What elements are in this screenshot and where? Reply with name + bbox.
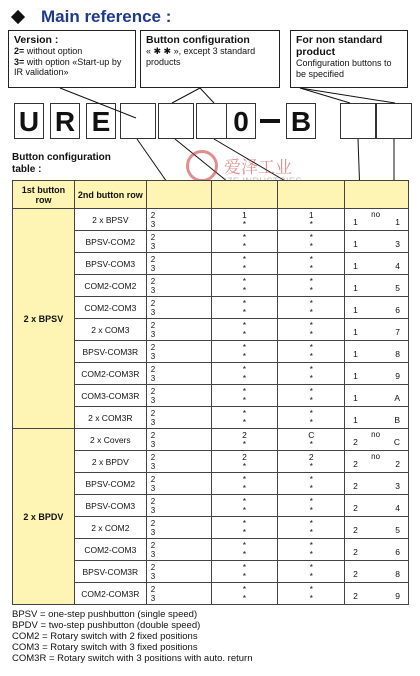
symbol-value: * <box>309 438 313 449</box>
config-leader-2 <box>200 88 214 103</box>
version-heading: Version : <box>14 34 59 46</box>
legend-line: COM2 = Rotary switch with 2 fixed positions <box>12 631 198 642</box>
symbol-value: * <box>242 253 247 264</box>
header-blank-1 <box>146 181 211 209</box>
version-value: 3 <box>150 241 156 251</box>
symbol-value: * <box>242 517 247 528</box>
version-value: 3 <box>150 505 156 515</box>
config-leader-1 <box>172 88 200 103</box>
symbol-value: * <box>242 561 247 572</box>
no-label: no <box>371 430 381 439</box>
symbol-value: * <box>309 284 313 295</box>
symbol-value: * <box>242 306 247 317</box>
version-code-3: 3= <box>14 56 25 67</box>
symbol-value: * <box>242 284 247 295</box>
header-blank-2 <box>211 181 278 209</box>
symbol-value: * <box>242 231 247 242</box>
version-value: 2 <box>150 496 156 506</box>
table-header-row <box>13 181 409 209</box>
code-digit: 1 <box>353 305 358 315</box>
row-s1 <box>211 539 278 561</box>
row-s2 <box>278 473 345 495</box>
row-code <box>345 363 409 385</box>
row-name: BPSV-COM2 <box>74 473 146 495</box>
symbol-value: * <box>309 341 313 352</box>
symbol-value: * <box>309 517 313 528</box>
legend-line: BPSV = one-step pushbutton (single speed) <box>12 609 198 620</box>
row-s2 <box>278 561 345 583</box>
code-char: B <box>394 415 400 425</box>
row-s1 <box>211 319 278 341</box>
version-value: 3 <box>150 395 156 405</box>
reference-letter-0: U <box>14 103 44 139</box>
row-s2 <box>278 407 345 429</box>
version-value: 3 <box>150 263 156 273</box>
symbol-value: * <box>309 262 313 273</box>
symbol-value: * <box>309 306 313 317</box>
symbol-value: * <box>309 473 313 484</box>
row-s1 <box>211 341 278 363</box>
version-value: 2 <box>150 584 156 594</box>
version-text-3: with option «Start-up by IR validation» <box>14 56 122 77</box>
no-label: no <box>371 210 381 219</box>
symbol-value: * <box>309 561 313 572</box>
row-version <box>146 561 211 583</box>
symbol-value: * <box>242 526 247 537</box>
configuration-table <box>12 180 409 605</box>
symbol-value: * <box>242 328 247 339</box>
symbol-value: * <box>242 482 247 493</box>
row-version <box>146 363 211 385</box>
row-version <box>146 319 211 341</box>
row-version <box>146 451 211 473</box>
row-s1 <box>211 275 278 297</box>
version-value: 3 <box>150 219 156 229</box>
row-code <box>345 495 409 517</box>
row-s1 <box>211 209 278 231</box>
nonstd-leader-2 <box>300 88 395 103</box>
version-value: 2 <box>150 562 156 572</box>
version-value: 3 <box>150 351 156 361</box>
row-s2 <box>278 297 345 319</box>
code-char: 4 <box>395 503 400 513</box>
symbol-value: * <box>242 548 247 559</box>
version-value: 3 <box>150 593 156 603</box>
code-digit: 1 <box>353 371 358 381</box>
code-char: 9 <box>395 371 400 381</box>
code-char: 4 <box>395 261 400 271</box>
version-code-2: 2= <box>14 46 25 56</box>
version-value: 3 <box>150 483 156 493</box>
symbol-value: * <box>309 275 313 286</box>
symbol-value: * <box>309 526 313 537</box>
symbol-value: * <box>309 253 313 264</box>
symbol-value: 1 <box>308 209 314 220</box>
row-s1 <box>211 297 278 319</box>
version-value: 3 <box>150 373 156 383</box>
symbol-value: * <box>309 328 313 339</box>
row-version <box>146 539 211 561</box>
row-name: BPSV-COM2 <box>74 231 146 253</box>
row-code <box>345 253 409 275</box>
symbol-value: * <box>309 495 313 506</box>
version-value: 2 <box>150 320 156 330</box>
code-digit: 1 <box>353 283 358 293</box>
row-name: COM2-COM3R <box>74 363 146 385</box>
row-code <box>345 583 409 605</box>
row-name: BPSV-COM3 <box>74 495 146 517</box>
row-version <box>146 253 211 275</box>
version-value: 2 <box>150 430 156 440</box>
symbol-value: * <box>242 416 247 427</box>
row-version <box>146 231 211 253</box>
row-s2 <box>278 583 345 605</box>
symbol-value: * <box>242 592 247 603</box>
row-s2 <box>278 517 345 539</box>
row-s2 <box>278 231 345 253</box>
code-digit: 2 <box>353 503 358 513</box>
code-char: C <box>393 437 400 447</box>
legend-line: COM3R = Rotary switch with 3 positions with auto. return <box>12 653 253 664</box>
code-digit: 1 <box>353 415 358 425</box>
symbol-value: * <box>242 341 247 352</box>
row-s2 <box>278 363 345 385</box>
code-char: 8 <box>395 569 400 579</box>
row-s1 <box>211 429 278 451</box>
code-digit: 2 <box>353 437 358 447</box>
reference-letter-7: B <box>286 103 316 139</box>
symbol-value: * <box>242 363 247 374</box>
row-s2 <box>278 539 345 561</box>
code-digit: 2 <box>353 525 358 535</box>
row-s1 <box>211 473 278 495</box>
symbol-value: * <box>242 570 247 581</box>
row-s2 <box>278 385 345 407</box>
row-name: COM2-COM3 <box>74 539 146 561</box>
symbol-value: * <box>309 319 313 330</box>
header-1st-row: 1st button row <box>13 181 75 209</box>
symbol-value: * <box>242 240 247 251</box>
symbol-value: * <box>309 363 313 374</box>
symbol-value: 2 <box>242 429 247 440</box>
version-value: 3 <box>150 571 156 581</box>
code-digit: 2 <box>353 459 358 469</box>
config-text: « ✱ ✱ », except 3 standard products <box>146 46 256 67</box>
symbol-value: * <box>309 372 313 383</box>
row-name: BPSV-COM3R <box>74 561 146 583</box>
symbol-value: * <box>242 319 247 330</box>
row-version <box>146 517 211 539</box>
row-version <box>146 341 211 363</box>
version-value: 2 <box>150 386 156 396</box>
row-code <box>345 407 409 429</box>
version-value: 3 <box>150 307 156 317</box>
code-char: 1 <box>395 217 400 227</box>
symbol-value: * <box>309 240 313 251</box>
row-s2 <box>278 429 345 451</box>
group-label: 2 x BPDV <box>13 429 75 605</box>
symbol-value: * <box>242 218 247 229</box>
version-value: 2 <box>150 518 156 528</box>
symbol-value: * <box>242 262 247 273</box>
version-value: 2 <box>150 298 156 308</box>
code-digit: 1 <box>353 393 358 403</box>
row-code <box>345 429 409 451</box>
version-value: 3 <box>150 527 156 537</box>
symbol-value: * <box>309 504 313 515</box>
row-s2 <box>278 495 345 517</box>
legend-line: COM3 = Rotary switch with 3 fixed positions <box>12 642 198 653</box>
symbol-value: * <box>242 297 247 308</box>
row-name: COM3-COM3R <box>74 385 146 407</box>
code-char: 8 <box>395 349 400 359</box>
code-char: 7 <box>395 327 400 337</box>
symbol-value: * <box>309 385 313 396</box>
row-code <box>345 385 409 407</box>
page-title: Main reference : <box>41 7 172 26</box>
row-code <box>345 539 409 561</box>
row-version <box>146 473 211 495</box>
code-char: A <box>394 393 400 403</box>
symbol-value: * <box>309 394 313 405</box>
row-code <box>345 297 409 319</box>
row-s2 <box>278 275 345 297</box>
code-digit: 1 <box>353 217 358 227</box>
watermark-logo-icon <box>186 150 218 182</box>
code-digit: 1 <box>353 261 358 271</box>
nonstandard-heading: For non standard product <box>296 34 383 58</box>
symbol-value: * <box>242 539 247 550</box>
code-char: 9 <box>395 591 400 601</box>
nonstandard-text: Configuration buttons to be specified <box>296 58 392 79</box>
symbol-value: * <box>242 275 247 286</box>
row-name: 2 x Covers <box>74 429 146 451</box>
row-code <box>345 451 409 473</box>
row-name: 2 x COM2 <box>74 517 146 539</box>
symbol-value: * <box>309 350 313 361</box>
version-value: 3 <box>150 329 156 339</box>
row-code <box>345 231 409 253</box>
version-value: 2 <box>150 408 156 418</box>
symbol-value: * <box>242 394 247 405</box>
row-version <box>146 297 211 319</box>
row-s1 <box>211 583 278 605</box>
row-code <box>345 473 409 495</box>
row-s2 <box>278 451 345 473</box>
symbol-value: * <box>242 438 247 449</box>
row-version <box>146 429 211 451</box>
config-heading: Button configuration <box>146 34 250 46</box>
code-char: 6 <box>395 305 400 315</box>
code-digit: 2 <box>353 481 358 491</box>
legend-line: BPDV = two-step pushbutton (double speed) <box>12 620 201 631</box>
row-code <box>345 341 409 363</box>
code-digit: 1 <box>353 327 358 337</box>
row-name: BPSV-COM3R <box>74 341 146 363</box>
table-row <box>13 209 409 231</box>
code-digit: 2 <box>353 569 358 579</box>
version-value: 2 <box>150 210 156 220</box>
row-s1 <box>211 385 278 407</box>
symbol-value: * <box>309 548 313 559</box>
version-value: 2 <box>150 364 156 374</box>
row-version <box>146 385 211 407</box>
row-s2 <box>278 209 345 231</box>
symbol-value: * <box>309 583 313 594</box>
code-char: 3 <box>395 239 400 249</box>
symbol-value: C <box>308 429 315 440</box>
symbol-value: * <box>309 297 313 308</box>
version-value: 2 <box>150 452 156 462</box>
row-code <box>345 517 409 539</box>
symbol-value: * <box>309 570 313 581</box>
row-name: 2 x COM3R <box>74 407 146 429</box>
code-digit: 2 <box>353 547 358 557</box>
watermark-cn: 爱泽工业 <box>224 158 292 178</box>
symbol-value: * <box>242 407 247 418</box>
version-value: 3 <box>150 285 156 295</box>
row-s2 <box>278 253 345 275</box>
row-name: COM2-COM3 <box>74 297 146 319</box>
row-s2 <box>278 319 345 341</box>
symbol-value: * <box>309 539 313 550</box>
version-value: 2 <box>150 540 156 550</box>
version-leader <box>60 88 136 118</box>
symbol-value: * <box>309 218 313 229</box>
row-code <box>345 561 409 583</box>
row-name: 2 x COM3 <box>74 319 146 341</box>
row-code <box>345 275 409 297</box>
symbol-value: * <box>309 416 313 427</box>
symbol-value: * <box>242 473 247 484</box>
code-char: 5 <box>395 283 400 293</box>
table-row <box>13 429 409 451</box>
symbol-value: * <box>242 460 247 471</box>
row-s1 <box>211 231 278 253</box>
row-version <box>146 209 211 231</box>
group-label: 2 x BPSV <box>13 209 75 429</box>
code-digit: 2 <box>353 591 358 601</box>
symbol-value: * <box>309 460 313 471</box>
symbol-value: * <box>309 407 313 418</box>
row-version <box>146 407 211 429</box>
row-version <box>146 275 211 297</box>
code-char: 2 <box>395 459 400 469</box>
symbol-value: * <box>309 592 313 603</box>
version-value: 3 <box>150 439 156 449</box>
symbol-value: * <box>242 504 247 515</box>
symbol-value: 2 <box>242 451 247 462</box>
reference-letter-1: R <box>50 103 80 139</box>
row-version <box>146 583 211 605</box>
legend <box>12 609 253 664</box>
no-label: no <box>371 452 381 461</box>
row-name: COM2-COM2 <box>74 275 146 297</box>
version-text-2: without option <box>24 46 83 56</box>
row-s1 <box>211 407 278 429</box>
symbol-value: * <box>309 231 313 242</box>
header-blank-4 <box>345 181 409 209</box>
version-value: 2 <box>150 342 156 352</box>
row-s2 <box>278 341 345 363</box>
row-s1 <box>211 561 278 583</box>
code-digit: 1 <box>353 239 358 249</box>
version-value: 3 <box>150 461 156 471</box>
symbol-value: * <box>242 495 247 506</box>
row-s1 <box>211 451 278 473</box>
header-blank-3 <box>278 181 345 209</box>
symbol-value: 1 <box>242 209 247 220</box>
code-digit: 1 <box>353 349 358 359</box>
code-char: 6 <box>395 547 400 557</box>
row-name: 2 x BPSV <box>74 209 146 231</box>
row-code <box>345 319 409 341</box>
symbol-value: * <box>242 350 247 361</box>
version-value: 3 <box>150 549 156 559</box>
table-title: Button configuration table : <box>12 152 111 175</box>
version-value: 2 <box>150 232 156 242</box>
reference-letter-2: E <box>86 103 116 139</box>
symbol-value: * <box>309 482 313 493</box>
code-char: 3 <box>395 481 400 491</box>
row-s1 <box>211 517 278 539</box>
version-value: 3 <box>150 417 156 427</box>
nonstd-leader-1 <box>300 88 350 103</box>
symbol-value: * <box>242 372 247 383</box>
version-value: 2 <box>150 276 156 286</box>
symbol-value: * <box>242 583 247 594</box>
table-body <box>13 209 409 605</box>
reference-letter-6: 0 <box>226 103 256 139</box>
row-s1 <box>211 495 278 517</box>
version-value: 2 <box>150 254 156 264</box>
symbol-value: 2 <box>308 451 314 462</box>
header-2nd-row: 2nd button row <box>74 181 146 209</box>
row-version <box>146 495 211 517</box>
version-value: 2 <box>150 474 156 484</box>
row-name: COM2-COM3R <box>74 583 146 605</box>
row-s1 <box>211 363 278 385</box>
row-code <box>345 209 409 231</box>
symbol-value: * <box>242 385 247 396</box>
row-s1 <box>211 253 278 275</box>
row-name: BPSV-COM3 <box>74 253 146 275</box>
code-char: 5 <box>395 525 400 535</box>
row-name: 2 x BPDV <box>74 451 146 473</box>
